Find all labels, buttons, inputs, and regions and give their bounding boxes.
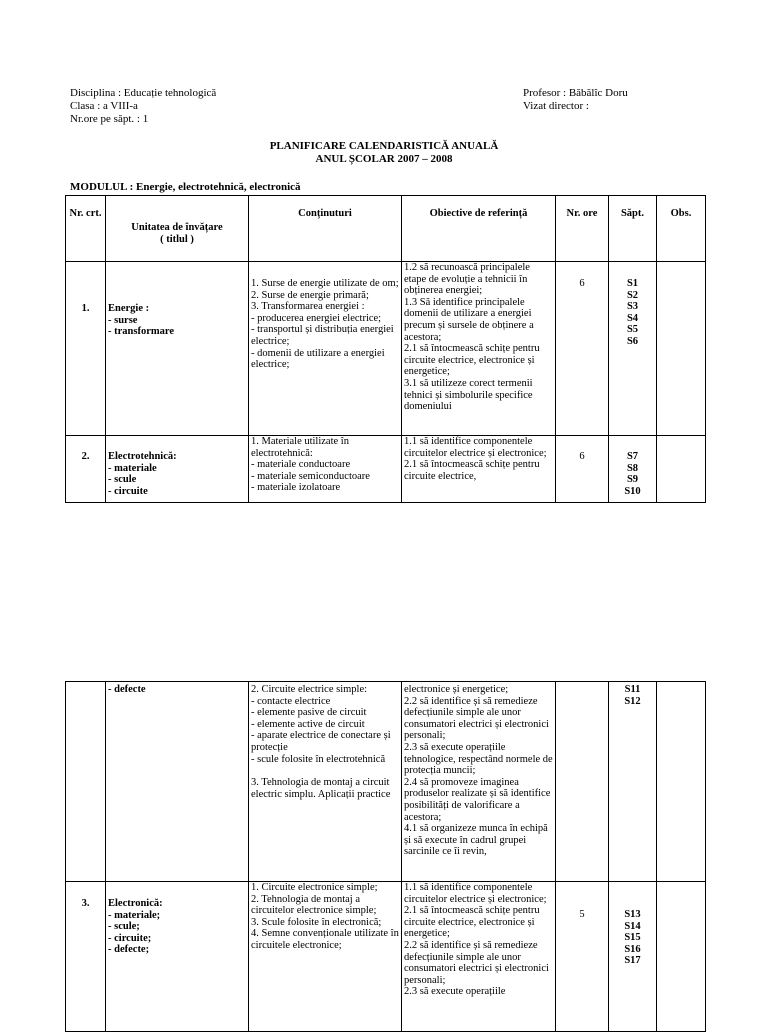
director-line: Vizat director : bbox=[523, 100, 589, 112]
weeks-cell: S7 S8 S9 S10 bbox=[609, 436, 657, 503]
col-weeks-header: Săpt. bbox=[609, 196, 657, 262]
weeks-cell: S11 S12 bbox=[609, 682, 657, 882]
col-unit-header: Unitatea de învățare ( titlul ) bbox=[106, 196, 249, 262]
teacher-line: Profesor : Băbălîc Doru bbox=[523, 87, 628, 99]
module-title: MODULUL : Energie, electrotehnică, electronică bbox=[70, 181, 301, 193]
table-row bbox=[66, 262, 706, 436]
unit-title: Electronică: - materiale; - scule; - circuite; - defecte; bbox=[106, 882, 249, 1032]
row-number: 3. bbox=[66, 882, 106, 1032]
row-number bbox=[66, 682, 106, 882]
table-row bbox=[66, 436, 706, 503]
row-number: 2. bbox=[66, 436, 106, 503]
table-header-row bbox=[66, 196, 706, 262]
col-objectives-header: Obiective de referință bbox=[402, 196, 556, 262]
objectives-cell: 1.1 să identifice componentele circuitelor electrice și electronice; 2.1 să întocmească schițe pentru circuite electrice, electronice și energetice; 2.2 să identifice și să remedieze defecțiunile simple ale unor consumatori electrici și electronici personali; 2.3 să execute operațiile bbox=[402, 882, 556, 1032]
content-cell: 2. Circuite electrice simple: - contacte electrice - elemente pasive de circuit - elemente active de circuit - aparate electrice de conectare și protecție - scule folosite în electrotehnică 3. Tehnologia de montaj a circuit electric simplu. Aplicații practice bbox=[249, 682, 402, 882]
col-content-header: Conținuturi bbox=[249, 196, 402, 262]
obs-cell bbox=[657, 262, 706, 436]
content-cell: 1. Materiale utilizate în electrotehnică: - materiale conductoare - materiale semiconductoare - materiale izolatoare bbox=[249, 436, 402, 503]
obs-cell bbox=[657, 436, 706, 503]
header-left bbox=[70, 87, 216, 126]
planning-table-page2 bbox=[65, 681, 706, 1032]
col-hours-header: Nr. ore bbox=[556, 196, 609, 262]
unit-title: - defecte bbox=[106, 682, 249, 882]
hours-cell bbox=[556, 682, 609, 882]
obs-cell bbox=[657, 882, 706, 1032]
school-year: ANUL ȘCOLAR 2007 – 2008 bbox=[315, 153, 453, 165]
discipline-line: Disciplina : Educație tehnologică bbox=[70, 87, 217, 99]
objectives-cell: electronice și energetice; 2.2 să identifice și să remedieze defecțiunile simple ale unor consumatori electrici și electronici personali; 2.3 să execute operațiile tehnologice, respectând normele de protecția muncii; 2.4 să promoveze imaginea produselor realizate și să identifice posibilități de valorificare a acestora; 4.1 să organizeze munca în echipă și să execute în cadrul grupei sarcinile ce îi revin, bbox=[402, 682, 556, 882]
hours-per-week-line: Nr.ore pe săpt. : 1 bbox=[70, 113, 149, 125]
hours-cell: 6 bbox=[556, 436, 609, 503]
content-cell: 1. Surse de energie utilizate de om; 2. Surse de energie primară; 3. Transformarea energiei : - producerea energiei electrice; - transportul și distribuția energiei electrice; - domenii de utilizare a energiei electrice; bbox=[249, 262, 402, 436]
objectives-cell: 1.2 să recunoască principalele etape de evoluție a tehnicii în obținerea energiei; 1.3 Să identifice principalele domenii de utilizare a energiei precum și sursele de obținere a acestora; 2.1 să întocmească schițe pentru circuite electrice, electronice și energetice; 3.1 să utilizeze corect termenii tehnici și simbolurile specifice domeniului bbox=[402, 262, 556, 436]
document-title: PLANIFICARE CALENDARISTICĂ ANUALĂ bbox=[269, 140, 499, 152]
table-row bbox=[66, 882, 706, 1032]
weeks-cell: S1 S2 S3 S4 S5 S6 bbox=[609, 262, 657, 436]
hours-cell: 5 bbox=[556, 882, 609, 1032]
content-cell: 1. Circuite electronice simple; 2. Tehnologia de montaj a circuitelor electronice simple; 3. Scule folosite în electronică; 4. Semne convenționale utilizate în circuitele electronice; bbox=[249, 882, 402, 1032]
col-nr-header: Nr. crt. bbox=[66, 196, 106, 262]
obs-cell bbox=[657, 682, 706, 882]
col-obs-header: Obs. bbox=[657, 196, 706, 262]
hours-cell: 6 bbox=[556, 262, 609, 436]
weeks-cell: S13 S14 S15 S16 S17 bbox=[609, 882, 657, 1032]
unit-title: Electrotehnică: - materiale - scule - circuite bbox=[106, 436, 249, 503]
objectives-cell: 1.1 să identifice componentele circuitelor electrice și electronice; 2.1 să întocmească schițe pentru circuite electrice, bbox=[402, 436, 556, 503]
row-number: 1. bbox=[66, 262, 106, 436]
planning-table-page1 bbox=[65, 195, 706, 503]
class-line: Clasa : a VIII-a bbox=[70, 100, 138, 112]
table-row bbox=[66, 682, 706, 882]
header-right bbox=[523, 87, 628, 113]
unit-title: Energie : - surse - transformare bbox=[106, 262, 249, 436]
